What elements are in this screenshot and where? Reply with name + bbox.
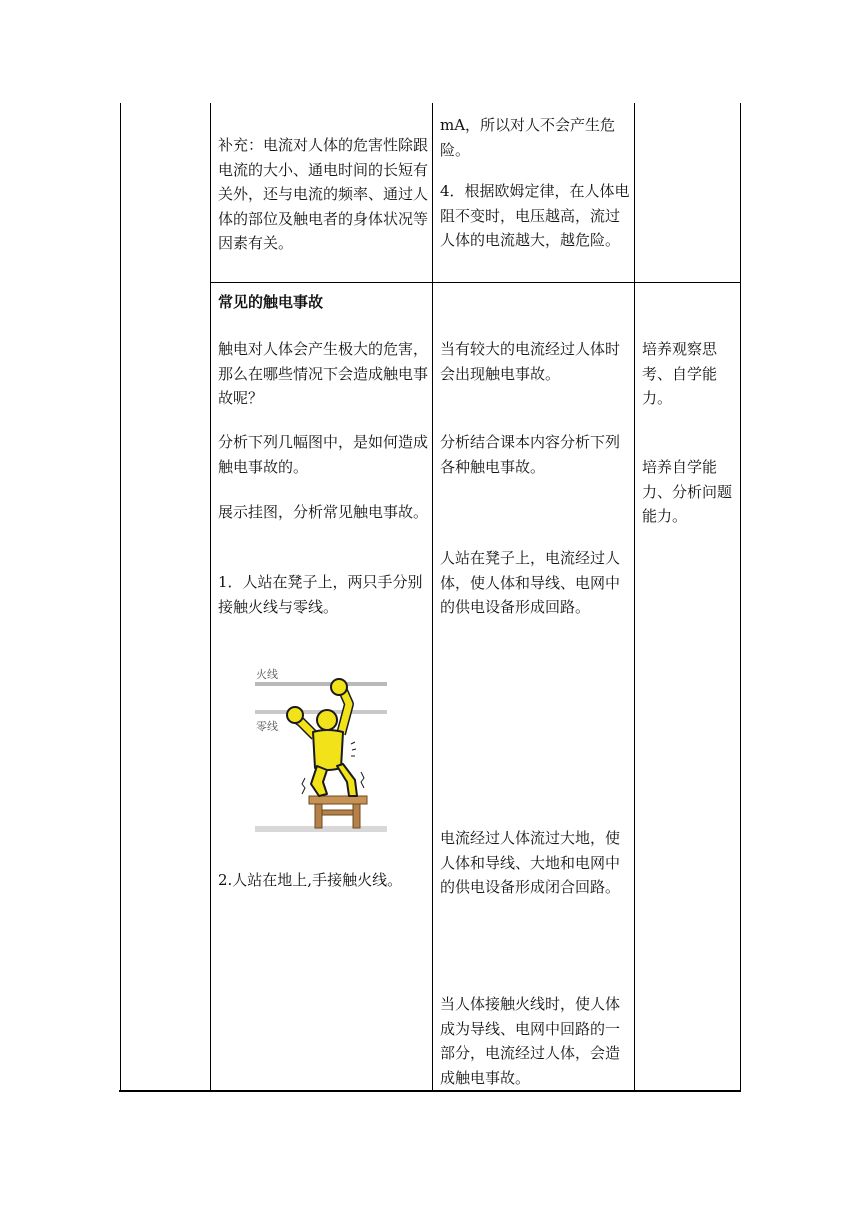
stool-brace xyxy=(322,810,353,815)
live-wire-label: 火线 xyxy=(256,668,278,681)
student-point-4: 4．根据欧姆定律，在人体电阻不变时，电压越高，流过人体的电流越大，越危险。 xyxy=(440,182,630,249)
student-continued-text: mA，所以对人不会产生危险。 xyxy=(440,116,616,159)
teacher-instruction: 分析下列几幅图中，是如何造成触电事故的。 xyxy=(218,433,429,476)
student-answer-4: 电流经过人体流过大地，使人体和导线、大地和电网中的供电设备形成闭合回路。 xyxy=(440,829,621,896)
row-divider xyxy=(210,282,741,283)
case-2-text: 2.人站在地上,手接触火线。 xyxy=(218,871,403,889)
column-divider-2 xyxy=(432,103,433,1091)
supplement-paragraph: 补充：电流对人体的危害性除跟电流的大小、通电时间的长短有关外，还与电流的频率、通过人体的部位及触电者的身体状况等因素有关。 xyxy=(218,136,429,252)
stool-seat xyxy=(309,796,367,804)
stool-person-figure xyxy=(253,660,389,842)
electric-shock-illustration xyxy=(253,660,389,842)
table-border-right xyxy=(740,103,741,1091)
neutral-wire-label: 零线 xyxy=(256,720,278,733)
table-border-bottom xyxy=(119,1090,741,1092)
intent-2: 培养自学能力、分析问题能力。 xyxy=(642,458,733,525)
teacher-chart-note: 展示挂图，分析常见触电事故。 xyxy=(218,503,429,521)
stool-leg-right xyxy=(353,804,360,828)
section-heading: 常见的触电事故 xyxy=(218,293,324,311)
case-1-text: 1．人站在凳子上，两只手分别接触火线与零线。 xyxy=(218,573,423,616)
table-border-left xyxy=(120,103,121,1091)
student-answer-3: 人站在凳子上，电流经过人体，使人体和导线、电网中的供电设备形成回路。 xyxy=(440,549,621,616)
stool-leg-left xyxy=(315,804,322,828)
teacher-question: 触电对人体会产生极大的危害，那么在哪些情况下会造成触电事故呢？ xyxy=(218,340,429,407)
live-wire xyxy=(255,682,387,686)
student-answer-1: 当有较大的电流经过人体时会出现触电事故。 xyxy=(440,340,621,383)
column-divider-3 xyxy=(634,103,635,1091)
student-answer-5: 当人体接触火线时，使人体成为导线、电网中回路的一部分，电流经过人体，会造成触电事故。 xyxy=(440,995,621,1087)
intent-1: 培养观察思考、自学能力。 xyxy=(642,340,718,407)
column-divider-1 xyxy=(210,103,211,1091)
student-answer-2: 分析结合课本内容分析下列各种触电事故。 xyxy=(440,433,621,476)
